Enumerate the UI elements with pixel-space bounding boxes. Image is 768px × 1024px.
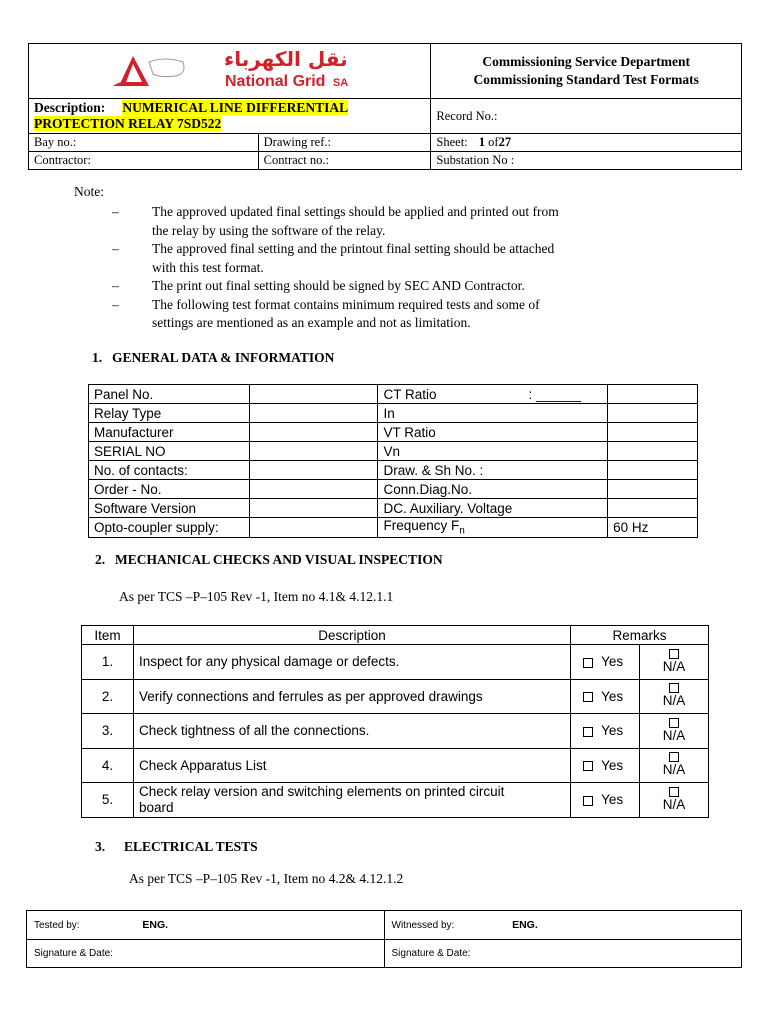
general-value-field[interactable] [249,385,378,404]
note-item [112,296,682,333]
item-number: 3. [82,714,134,749]
logo-arabic-text: نقل الكهرباء [224,47,348,71]
formats-title: Commissioning Standard Test Formats [473,72,699,87]
general-right-label: Draw. & Sh No. : [383,462,484,478]
checkbox-icon[interactable] [583,658,593,668]
general-right-cell [378,404,608,423]
section2-text: MECHANICAL CHECKS AND VISUAL INSPECTION [115,552,443,567]
substation-no-cell [431,152,742,170]
general-data-row [89,385,698,404]
general-right-cell [378,385,608,404]
section3-num: 3. [95,839,106,854]
description-value-line1: NUMERICAL LINE DIFFERENTIAL [122,100,349,115]
logo-suffix: SA [332,77,349,89]
drawing-ref-label: Drawing ref.: [263,135,331,149]
general-label: Manufacturer [89,423,250,442]
drawing-ref-cell [258,134,431,152]
general-right-cell [378,480,608,499]
na-checkbox[interactable]: N/A [640,645,709,680]
general-data-row [89,499,698,518]
general-right-value[interactable] [608,423,698,442]
note-line: settings are mentioned as an example and not as limitation. [152,315,471,330]
yes-checkbox[interactable]: Yes [571,783,640,818]
sheet-cell [431,134,742,152]
na-checkbox[interactable]: N/A [640,714,709,749]
check-row [82,748,709,783]
tested-by-label: Tested by: [34,919,80,931]
general-data-row [89,518,698,538]
general-data-row [89,480,698,499]
na-checkbox[interactable]: N/A [640,748,709,783]
section1-num: 1. [92,350,103,365]
note-dash: – [112,296,119,312]
general-label: Order - No. [89,480,250,499]
item-number: 1. [82,645,134,680]
note-item [112,240,682,277]
check-row [82,783,709,818]
section2-num: 2. [95,552,106,567]
section1-text: GENERAL DATA & INFORMATION [112,350,335,365]
sheet-of: of [488,135,499,149]
checkbox-icon[interactable] [669,787,679,797]
general-label: Relay Type [89,404,250,423]
signature-date-label: Signature & Date: [34,947,113,959]
item-number: 2. [82,679,134,714]
note-item [112,277,682,296]
checkbox-icon[interactable] [583,727,593,737]
yes-checkbox[interactable]: Yes [571,645,640,680]
general-right-label: In [383,405,395,421]
general-data-row [89,423,698,442]
general-right-value[interactable]: 60 Hz [608,518,698,538]
mechanical-checks-table [81,625,709,818]
general-right-cell [378,518,608,538]
contract-no-cell [258,152,431,170]
general-right-cell [378,461,608,480]
general-data-row [89,461,698,480]
department-title: Commissioning Service Department [482,54,691,69]
contract-no-label: Contract no.: [263,153,329,167]
section3-title [95,839,258,855]
general-right-cell [378,442,608,461]
header-item: Item [82,626,134,645]
description-cell [29,99,431,134]
substation-no-label: Substation No : [436,153,515,167]
check-row [82,679,709,714]
description-value-line2: PROTECTION RELAY 7SD522 [34,116,222,131]
checkbox-icon[interactable] [583,692,593,702]
signature-date-label: Signature & Date: [391,947,471,959]
bay-no-label: Bay no.: [34,135,77,149]
general-right-label: CT Ratio [383,386,437,402]
note-line: The following test format contains minimum required tests and some of [152,296,540,312]
note-dash: – [112,278,119,293]
logo-name: National Grid [225,73,326,90]
yes-checkbox[interactable]: Yes [571,714,640,749]
signature-date-cell[interactable] [384,939,742,968]
general-right-label: DC. Auxiliary. Voltage [383,500,513,516]
check-description: Check Apparatus List [133,748,570,783]
check-row [82,645,709,680]
header-table [28,43,742,170]
yes-checkbox[interactable]: Yes [571,679,640,714]
logo-cell [29,44,431,99]
sheet-current: 1 [478,135,486,149]
general-label: Panel No. [89,385,250,404]
general-value-field[interactable] [249,423,378,442]
general-right-value[interactable] [608,442,698,461]
check-description: Inspect for any physical damage or defects. [133,645,570,680]
general-right-label: Frequency F [383,518,460,533]
general-label: No. of contacts: [89,461,250,480]
checkbox-icon[interactable] [583,761,593,771]
item-number: 5. [82,783,134,818]
general-right-label: Conn.Diag.No. [383,481,473,497]
note-dash: – [112,241,119,256]
note-list [112,203,682,333]
general-right-cell [378,499,608,518]
header-description: Description [133,626,570,645]
bay-no-cell [29,134,259,152]
record-no-cell [431,99,742,134]
general-right-value[interactable] [608,461,698,480]
department-cell [431,44,742,99]
note-line: The approved updated final settings should be applied and printed out from [152,204,559,219]
item-number: 4. [82,748,134,783]
check-row [82,714,709,749]
general-right-value[interactable] [608,404,698,423]
na-checkbox[interactable]: N/A [640,679,709,714]
check-description: Verify connections and ferrules as per approved drawings [133,679,570,714]
general-value-field[interactable] [249,499,378,518]
general-value-field[interactable] [249,518,378,538]
section1-title [92,350,334,366]
general-value-field[interactable] [249,461,378,480]
general-right-label: Vn [383,443,400,459]
contractor-cell [29,152,259,170]
section3-text: ELECTRICAL TESTS [124,839,258,854]
checkbox-icon[interactable] [669,718,679,728]
checkbox-icon[interactable] [669,649,679,659]
record-no-label: Record No.: [436,108,498,123]
witnessed-by-eng: ENG. [512,918,538,931]
section2-reference: As per TCS –P–105 Rev -1, Item no 4.1& 4.12.1.1 [119,589,394,604]
na-checkbox[interactable]: N/A [640,783,709,818]
general-right-value[interactable] [608,385,698,404]
signature-table [26,910,742,968]
checkbox-icon[interactable] [583,796,593,806]
header-remarks: Remarks [571,626,709,645]
signature-date-cell[interactable] [27,939,385,968]
yes-checkbox[interactable]: Yes [571,748,640,783]
general-right-cell [378,423,608,442]
general-data-table [88,384,698,538]
checkbox-icon[interactable] [669,683,679,693]
general-data-row [89,442,698,461]
section2-title [95,552,443,568]
general-label: SERIAL NO [89,442,250,461]
sheet-label: Sheet: [436,135,468,149]
general-right-value[interactable] [608,499,698,518]
general-right-label: VT Ratio [383,424,436,440]
description-label: Description: [34,100,106,115]
tested-by-eng: ENG. [142,918,169,931]
witnessed-by-label: Witnessed by: [391,919,455,931]
check-description: Check relay version and switching elements on printed circuit board [133,783,570,818]
note-line: the relay by using the software of the relay. [152,222,386,238]
ct-ratio-blank: : ______ [528,386,582,402]
general-label: Software Version [89,499,250,518]
note-line: The approved final setting and the printout final setting should be attached [152,241,555,256]
note-line: The print out final setting should be signed by SEC AND Contractor. [152,278,525,293]
general-value-field[interactable] [249,480,378,499]
note-item [112,203,682,240]
general-data-row [89,404,698,423]
general-right-value[interactable] [608,480,698,499]
note-title: Note: [74,184,104,199]
logo-english-text [225,73,348,91]
general-label: Opto-coupler supply: [89,518,250,538]
checkbox-icon[interactable] [669,752,679,762]
frequency-subscript: n [459,525,465,537]
contractor-label: Contractor: [34,153,91,167]
sheet-total: 27 [498,135,512,149]
witnessed-by-cell [384,911,742,940]
general-value-field[interactable] [249,404,378,423]
check-description: Check tightness of all the connections. [133,714,570,749]
section3-reference: As per TCS –P–105 Rev -1, Item no 4.2& 4.12.1.2 [129,871,404,886]
note-line: with this test format. [152,259,264,275]
tested-by-cell [27,911,385,940]
note-dash: – [112,204,119,219]
general-value-field[interactable] [249,442,378,461]
